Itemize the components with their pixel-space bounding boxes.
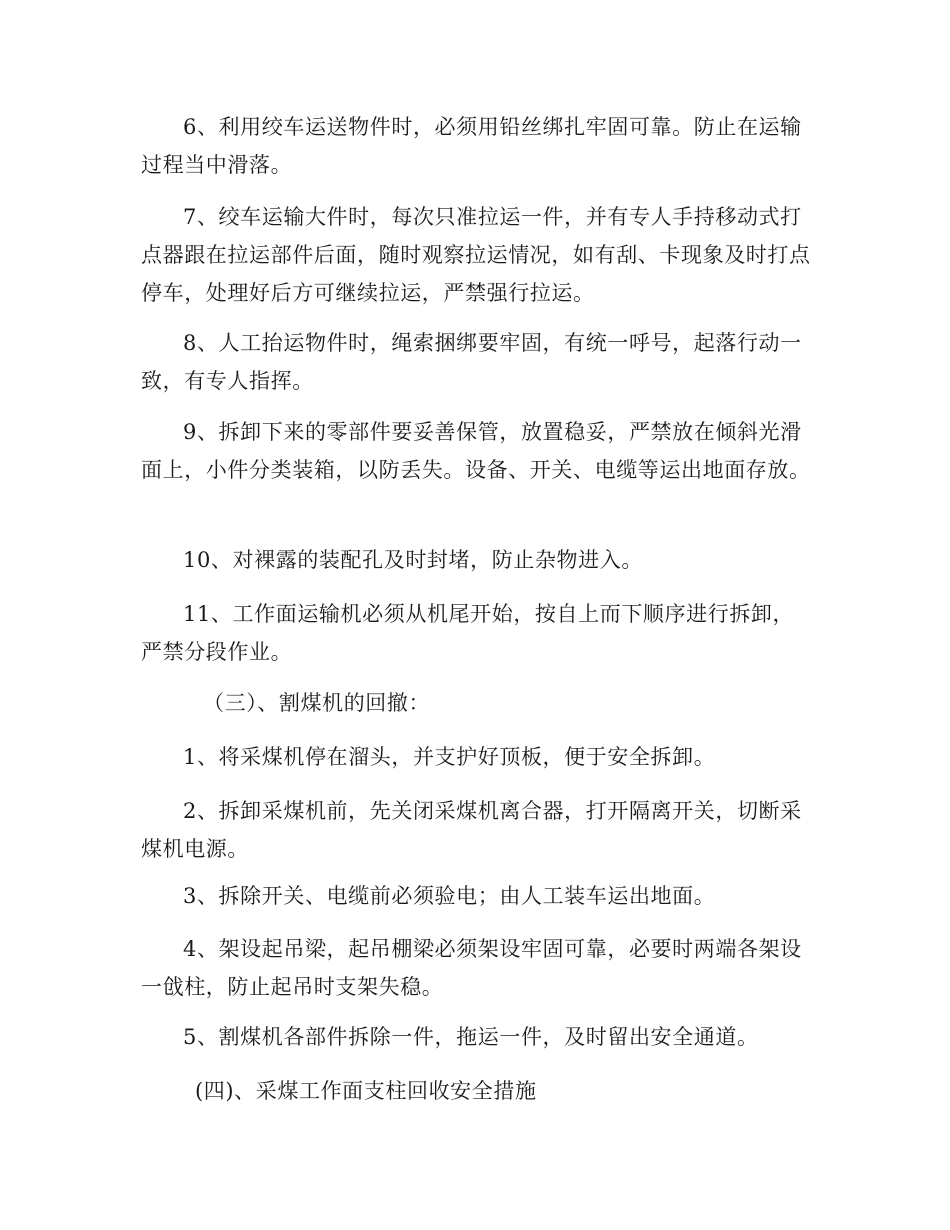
paragraph-item-10: 10、对裸露的装配孔及时封堵，防止杂物进入。 bbox=[183, 548, 643, 572]
section-heading-3: （三）、割煤机的回撤： bbox=[203, 691, 431, 715]
paragraph-item-11: 11、工作面运输机必须从机尾开始，按自上而下顺序进行拆卸，严禁分段作业。 bbox=[141, 602, 795, 664]
paragraph-item-7: 7、绞车运输大件时，每次只准拉运一件，并有专人手持移动式打点器跟在拉运部件后面，随时观察拉运情况，如有刮、卡现象及时打点停车，处理好后方可继续拉运，严禁强行拉运。 bbox=[141, 205, 811, 305]
paragraph-item-3: 3、拆除开关、电缆前必须验电；由人工装车运出地面。 bbox=[183, 884, 716, 908]
paragraph-item-9: 9、拆卸下来的零部件要妥善保管，放置稳妥，严禁放在倾斜光滑面上，小件分类装箱，以防丢失。设备、开关、电缆等运出地面存放。 bbox=[141, 420, 811, 482]
paragraph-item-1: 1、将采煤机停在溜头，并支护好顶板，便于安全拆卸。 bbox=[183, 745, 716, 769]
paragraph-item-2: 2、拆卸采煤机前，先关闭采煤机离合器，打开隔离开关，切断采煤机电源。 bbox=[141, 799, 802, 861]
paragraph-item-8: 8、人工抬运物件时，绳索捆绑要牢固，有统一呼号，起落行动一致，有专人指挥。 bbox=[141, 331, 802, 393]
paragraph-item-5: 5、割煤机各部件拆除一件，拖运一件，及时留出安全通道。 bbox=[183, 1025, 759, 1049]
paragraph-item-4: 4、架设起吊梁，起吊棚梁必须架设牢固可靠，必要时两端各架设一戗柱，防止起吊时支架失稳。 bbox=[141, 937, 802, 999]
section-heading-4: (四)、采煤工作面支柱回收安全措施 bbox=[195, 1079, 537, 1103]
paragraph-item-6: 6、利用绞车运送物件时，必须用铅丝绑扎牢固可靠。防止在运输过程当中滑落。 bbox=[141, 115, 802, 177]
